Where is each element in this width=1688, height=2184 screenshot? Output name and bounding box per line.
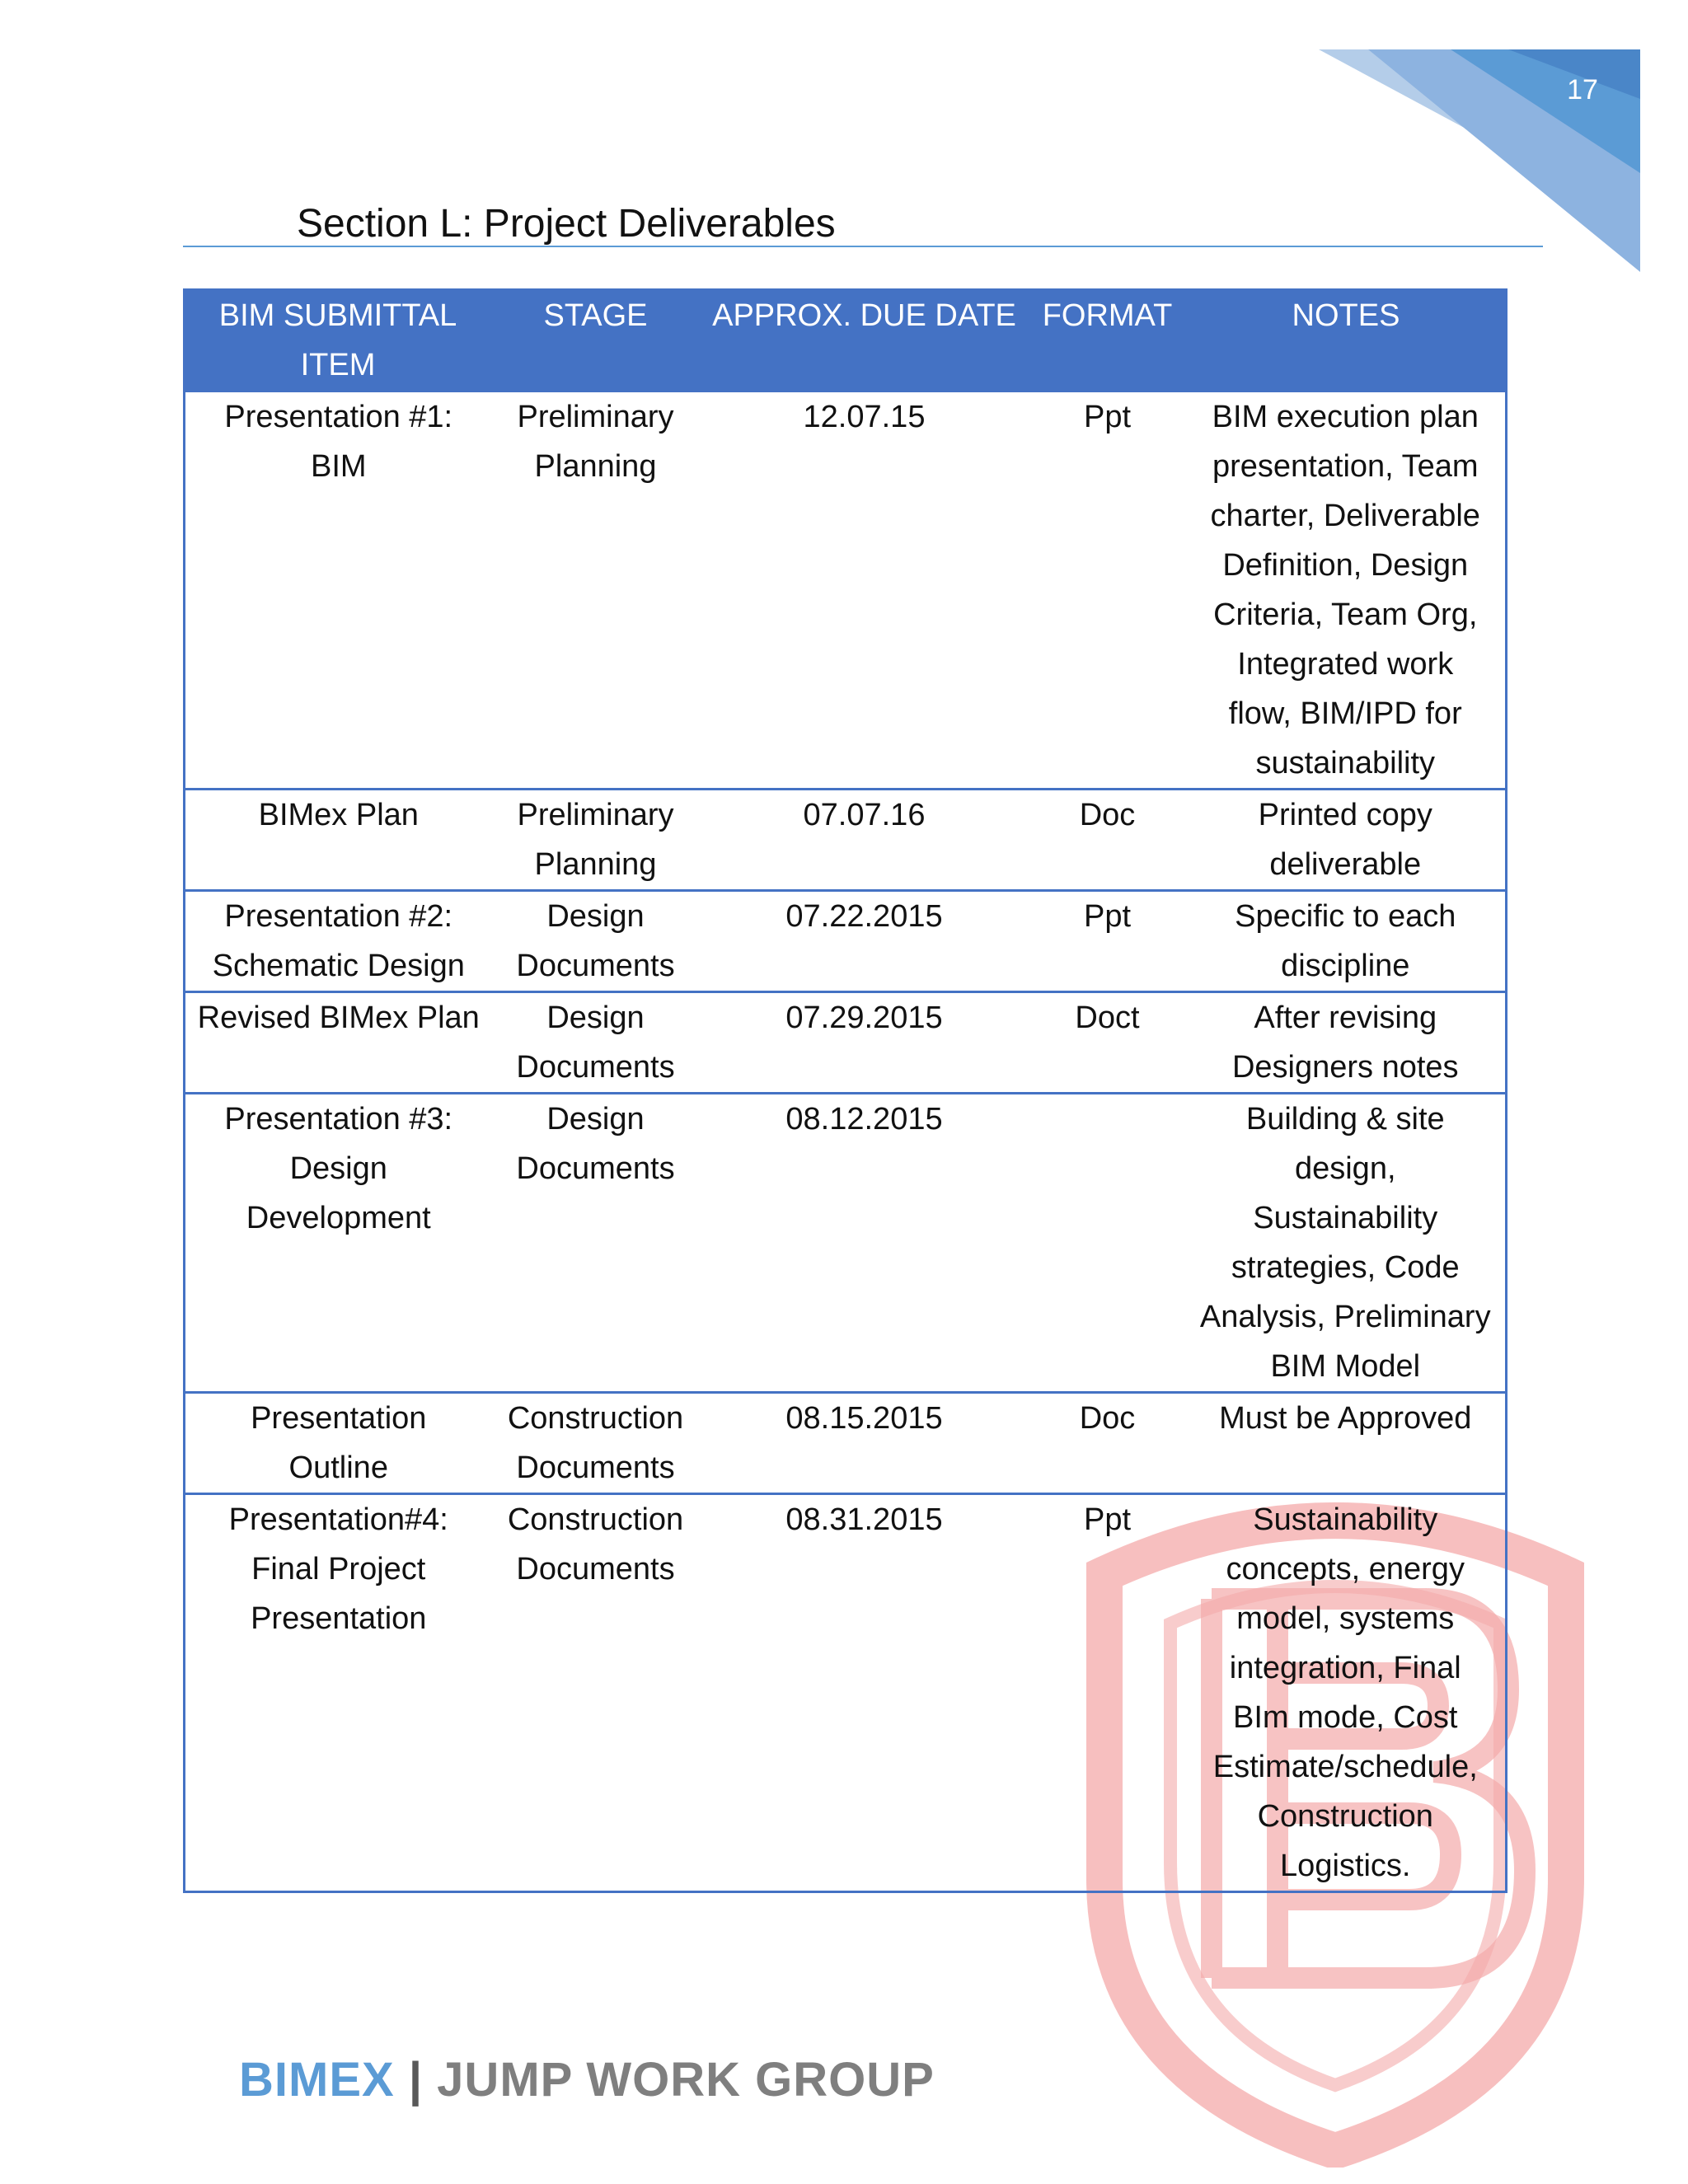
cell-due-date: 07.29.2015 [700, 992, 1029, 1094]
header-format: FORMAT [1029, 290, 1186, 391]
section-title: Section L: Project Deliverables [297, 202, 836, 246]
cell-stage: Construction Documents [492, 1494, 700, 1892]
cell-format: Doc [1029, 1393, 1186, 1494]
cell-item: Revised BIMex Plan [185, 992, 492, 1094]
header-notes: NOTES [1186, 290, 1507, 391]
cell-format: Doct [1029, 992, 1186, 1094]
cell-stage: Design Documents [492, 992, 700, 1094]
cell-notes: Printed copy deliverable [1186, 790, 1507, 891]
table-row [185, 790, 1507, 891]
footer-separator: | [408, 2053, 424, 2107]
cell-format: Doc [1029, 790, 1186, 891]
title-underline [183, 246, 1543, 247]
cell-notes: After revising Designers notes [1186, 992, 1507, 1094]
cell-item: Presentation Outline [185, 1393, 492, 1494]
cell-notes: Building & site design, Sustainability strategies, Code Analysis, Preliminary BIM Model [1186, 1094, 1507, 1393]
table-row [185, 1393, 1507, 1494]
cell-item: Presentation#4: Final Project Presentation [185, 1494, 492, 1892]
cell-due-date: 12.07.15 [700, 391, 1029, 790]
cell-due-date: 08.31.2015 [700, 1494, 1029, 1892]
cell-due-date: 08.15.2015 [700, 1393, 1029, 1494]
header-bim-submittal-item: BIM SUBMITTAL ITEM [185, 290, 492, 391]
table-row [185, 391, 1507, 790]
cell-item: BIMex Plan [185, 790, 492, 891]
table-header-row [185, 290, 1507, 391]
cell-notes: Sustainability concepts, energy model, systems integration, Final BIm mode, Cost Estimate/schedule, Construction Logistics. [1186, 1494, 1507, 1892]
deliverables-table [183, 288, 1507, 1893]
header-due-date: APPROX. DUE DATE [700, 290, 1029, 391]
footer [239, 2052, 935, 2107]
table-row [185, 992, 1507, 1094]
cell-notes: Must be Approved [1186, 1393, 1507, 1494]
footer-group: JUMP WORK GROUP [437, 2053, 935, 2107]
cell-format: Ppt [1029, 391, 1186, 790]
cell-stage: Preliminary Planning [492, 391, 700, 790]
cell-notes: BIM execution plan presentation, Team charter, Deliverable Definition, Design Criteria, Team Org, Integrated work flow, BIM/IPD for sustainability [1186, 391, 1507, 790]
table-row [185, 1494, 1507, 1892]
cell-due-date: 07.07.16 [700, 790, 1029, 891]
table-row [185, 1094, 1507, 1393]
cell-due-date: 08.12.2015 [700, 1094, 1029, 1393]
table-row [185, 891, 1507, 992]
cell-due-date: 07.22.2015 [700, 891, 1029, 992]
cell-item: Presentation #1: BIM [185, 391, 492, 790]
footer-brand: BIMEX [239, 2053, 395, 2107]
cell-stage: Preliminary Planning [492, 790, 700, 891]
cell-notes: Specific to each discipline [1186, 891, 1507, 992]
cell-stage: Design Documents [492, 1094, 700, 1393]
cell-item: Presentation #2: Schematic Design [185, 891, 492, 992]
cell-stage: Construction Documents [492, 1393, 700, 1494]
cell-format: Ppt [1029, 891, 1186, 992]
cell-stage: Design Documents [492, 891, 700, 992]
cell-item: Presentation #3: Design Development [185, 1094, 492, 1393]
cell-format [1029, 1094, 1186, 1393]
page-number: 17 [1567, 74, 1598, 105]
cell-format: Ppt [1029, 1494, 1186, 1892]
header-stage: STAGE [492, 290, 700, 391]
